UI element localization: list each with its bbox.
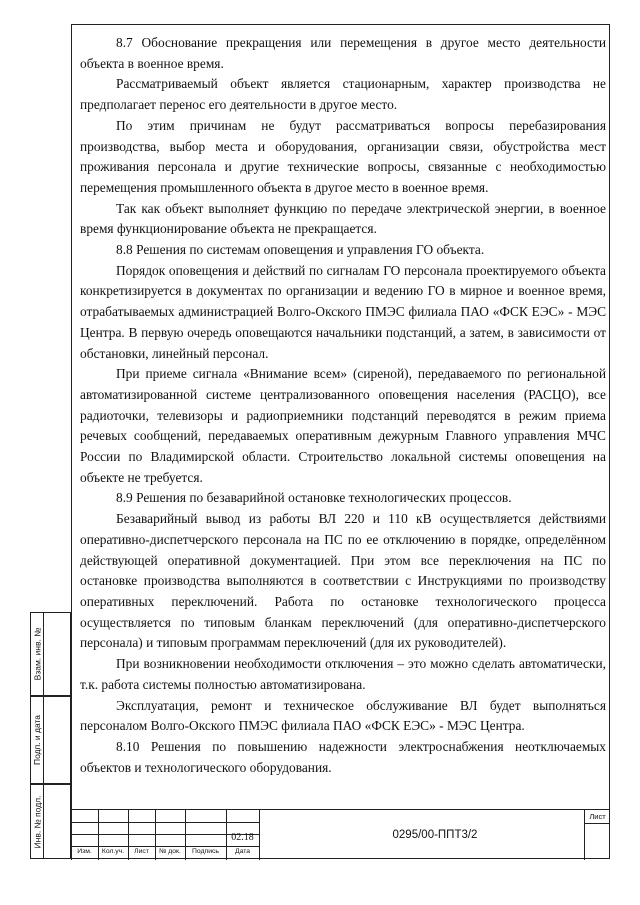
side-label-inv: Инв. № подл. <box>32 795 43 848</box>
document-body <box>80 33 606 778</box>
side-box-vzam <box>30 612 71 696</box>
paragraph: При возникновении необходимости отключения – это можно сделать автоматически, т.к. работа системы полностью автоматизирована. <box>80 656 606 692</box>
sheet-box <box>584 810 610 860</box>
side-box-podp <box>30 696 71 784</box>
title-block <box>71 809 610 859</box>
stamp-date: 02.18 <box>231 832 254 843</box>
paragraph: Рассматриваемый объект является стационарным, характер производства не предполагает перенос его деятельности в другое место. <box>80 76 606 113</box>
stamp-header-podpis: Подпись <box>192 848 219 855</box>
paragraph: Порядок оповещения и действий по сигналам ГО персонала проектируемого объекта конкретизируется в документах по организации и ведению ГО в мирное и военное время, отрабатываемых администрацией Волго-Окского ПМЭС филиала ПАО «ФСК ЕЭС» - МЭС Центра. В первую очередь оповещаются начальники подстанций, а затем, в зависимости от обстановки, линейный персонал. <box>80 262 606 361</box>
stamp-header-kolvo: Кол.уч. <box>101 848 125 855</box>
side-label-vzam: Взам. инв. № <box>32 627 43 681</box>
document-code: 0295/00-ППТ3/2 <box>259 810 610 860</box>
paragraph: При приеме сигнала «Внимание всем» (сиреной), передаваемого по региональной автоматизированной системе централизованного оповещения населения (РАСЦО), все радиоточки, телевизоры и радиоприемники подстанций переводятся в режим приема речевых сообщений, передаваемых оперативным дежурным Главного управления МЧС России по Владимирской области. Строительство локальной системы оповещения на объекте не требуется. <box>80 366 606 485</box>
paragraph: По этим причинам не будут рассматриваться вопросы перебазирования производства, выбор места и оборудования, организации связи, обустройства мест проживания персонала и другие технические вопросы, связанные с необходимостью перемещения промышленного объекта в другое место в военное время. <box>80 117 606 195</box>
revision-grid <box>71 810 259 860</box>
sheet-label: Лист <box>589 812 606 821</box>
paragraph: Безаварийный вывод из работы ВЛ 220 и 110 кВ осуществляется действиями оперативно-диспетчерского персонала на ПС по ее отключению в порядке, определённом действующей оперативной документацией. При этом все переключения на ПС по остановке производства выполняются в соответствии с Инструкциями по производству оперативных переключений. Работа по остановке технологического процесса осуществляется по типовым бланкам переключений (для оперативно-диспетчерского персонала) и типовым программам переключений (для их руководителей). <box>80 511 606 651</box>
section-heading: 8.9 Решения по безаварийной остановке технологических процессов. <box>116 490 512 506</box>
side-box-inv <box>30 784 71 859</box>
side-label-podp: Подп. и дата <box>32 714 43 766</box>
stamp-header-data: Дата <box>234 848 251 855</box>
stamp-header-ndok: № док. <box>159 848 181 855</box>
section-heading: 8.10 Решения по повышению надежности электроснабжения неотключаемых объектов и технологического оборудования. <box>80 738 606 775</box>
paragraph: Эксплуатация, ремонт и техническое обслуживание ВЛ будет выполняться персоналом Волго-Окского ПМЭС филиала ПАО «ФСК ЕЭС» - МЭС Центра. <box>80 697 606 734</box>
paragraph: 8.7 Обоснование прекращения или перемещения в другое место деятельности объекта в военное время. <box>80 35 606 71</box>
section-heading: 8.8 Решения по системам оповещения и управления ГО объекта. <box>116 242 485 258</box>
stamp-header-izm: Изм. <box>77 848 92 855</box>
stamp-header-list: Лист <box>134 848 149 855</box>
paragraph: Так как объект выполняет функцию по передаче электрической энергии, в военное время функционирование объекта не прекращается. <box>80 200 606 237</box>
